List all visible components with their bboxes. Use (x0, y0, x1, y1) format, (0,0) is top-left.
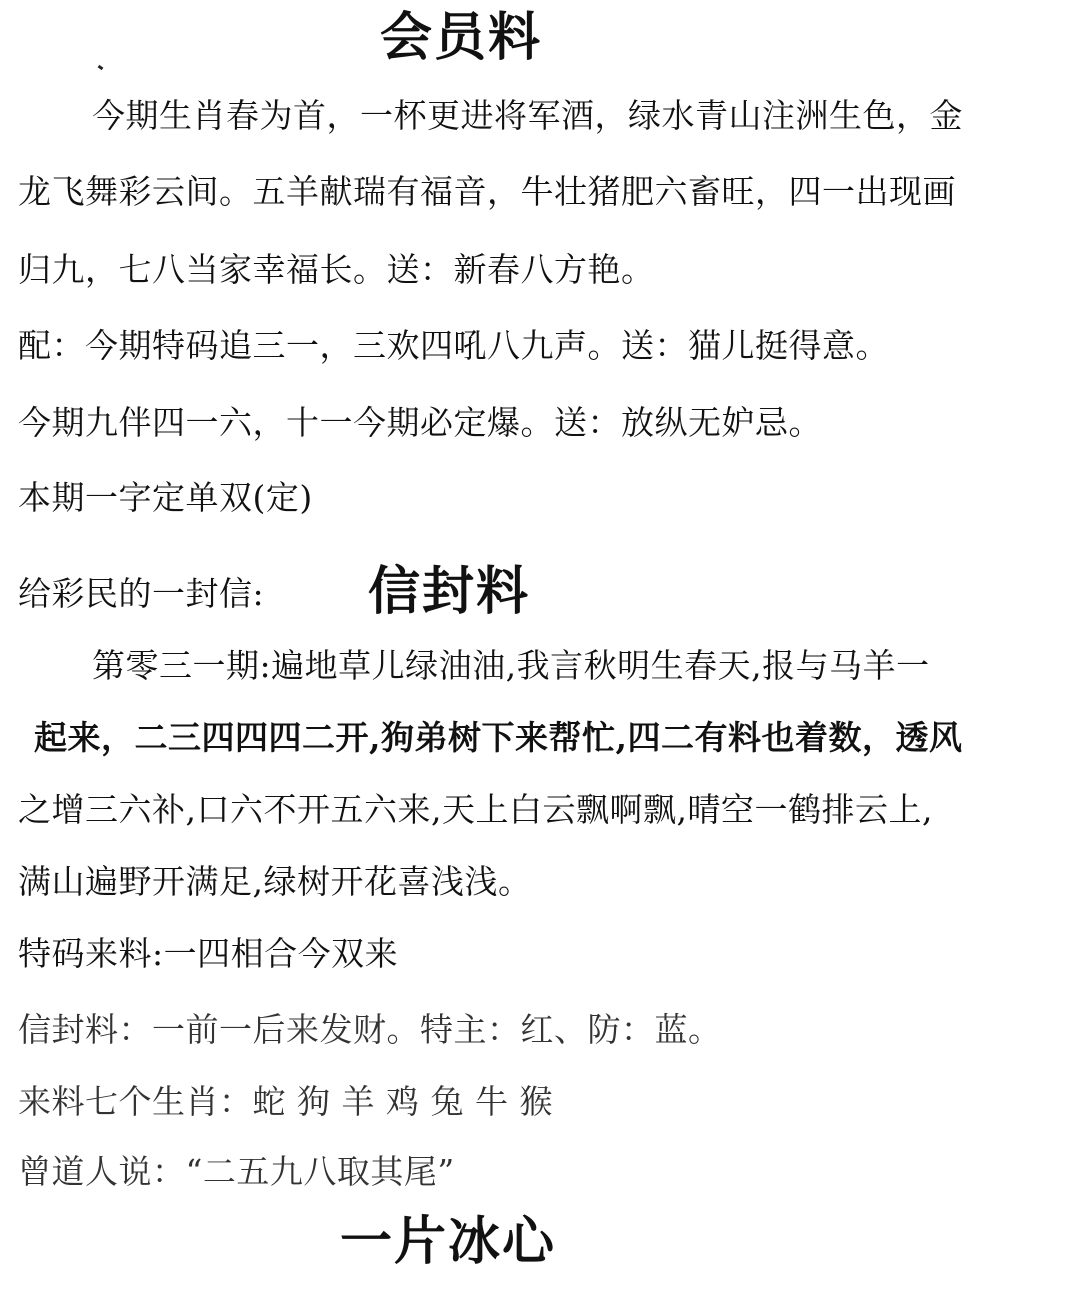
envelope-material-line: 信封料：一前一后来发财。特主：红、防：蓝。 (18, 1010, 722, 1049)
letter-prefix: 给彩民的一封信: (18, 574, 265, 613)
envelope-line-1: 第零三一期:遍地草儿绿油油,我言秋明生春天,报与马羊一 (92, 646, 930, 685)
scan-speck (98, 65, 104, 70)
member-line-3: 归九，七八当家幸福长。送：新春八方艳。 (18, 250, 655, 289)
envelope-material-title: 信封料 (368, 561, 531, 622)
member-line-1: 今期生肖春为首，一杯更进将军酒，绿水青山注洲生色，金 (92, 96, 963, 135)
member-material-title: 会员料 (380, 7, 543, 68)
pure-heart-title: 一片冰心 (340, 1211, 557, 1272)
envelope-line-3: 之增三六补,口六不开五六来,天上白云飘啊飘,晴空一鹤排云上, (18, 790, 933, 829)
zodiac-line: 来料七个生肖：蛇 狗 羊 鸡 兔 牛 猴 (18, 1082, 553, 1121)
member-line-2: 龙飞舞彩云间。五羊献瑞有福音，牛壮猪肥六畜旺，四一出现画 (18, 172, 956, 211)
special-code-line: 特码来料:一四相合今双来 (18, 934, 399, 973)
member-line-5: 今期九伴四一六，十一今期必定爆。送：放纵无妒忌。 (18, 403, 822, 442)
member-line-4: 配：今期特码追三一，三欢四吼八九声。送：猫儿挺得意。 (18, 326, 889, 365)
member-line-6: 本期一字定单双(定) (18, 478, 313, 517)
daoist-saying-line: 曾道人说：“二五九八取其尾” (18, 1152, 455, 1191)
envelope-line-4: 满山遍野开满足,绿树开花喜浅浅。 (18, 862, 532, 901)
envelope-line-2: 起来，二三四四四二开,狗弟树下来帮忙,四二有料也着数，透风 (34, 718, 963, 757)
